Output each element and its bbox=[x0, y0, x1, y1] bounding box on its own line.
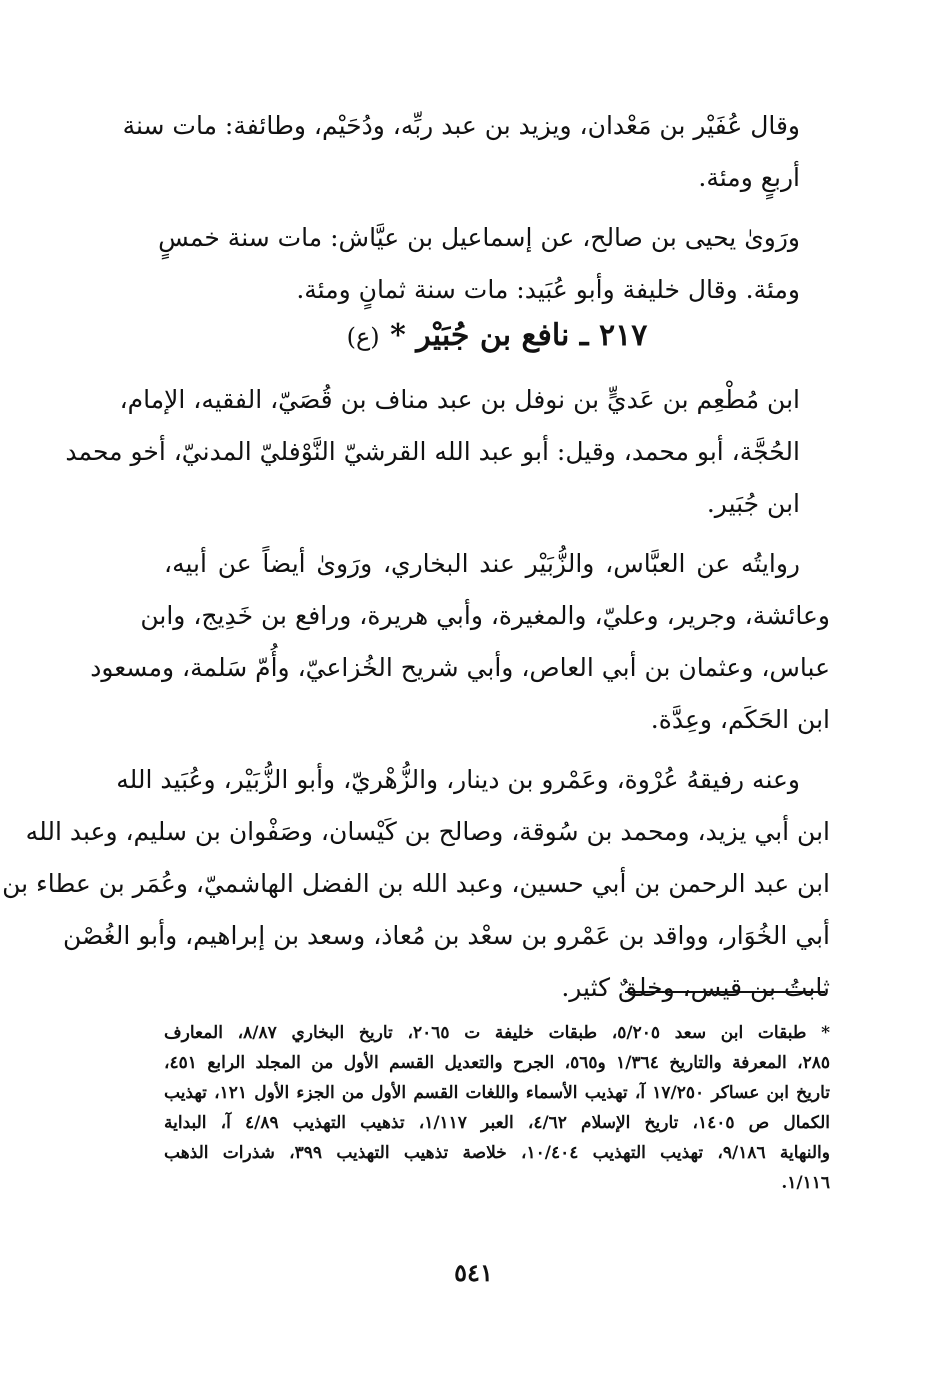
footnote-line: ١/١١٦. bbox=[781, 1173, 830, 1193]
footnote-line: والنهاية ٩/١٨٦، تهذيب التهذيب ١٠/٤٠٤، خلاصة تذهيب التهذيب ٣٩٩، شذرات الذهب bbox=[164, 1143, 830, 1163]
continuation-text bbox=[122, 100, 830, 324]
text-line: ابن الحَكَم، وعِدَّة. bbox=[650, 705, 830, 734]
text-line: ابن أبي يزيد، ومحمد بن سُوقة، وصالح بن كَيْسان، وصَفْوان بن سليم، وعبد الله bbox=[25, 817, 830, 846]
entry-body bbox=[2, 374, 830, 1022]
text-line: وعنه رفيقهُ عُرْوة، وعَمْرو بن دينار، والزُّهْريّ، وأبو الزُّبَيْر، وعُبَيد الله bbox=[116, 765, 800, 794]
entry-paragraph-3 bbox=[2, 754, 830, 1014]
text-line: ابن جُبَير. bbox=[706, 489, 800, 518]
entry-paragraph-2 bbox=[90, 538, 830, 746]
text-line: ومئة. وقال خليفة وأبو عُبَيد: مات سنة ثمانٍ ومئة. bbox=[296, 275, 800, 304]
entry-paragraph-1 bbox=[119, 374, 830, 426]
footnote-divider bbox=[625, 991, 825, 993]
entry-paragraph-1-cont bbox=[65, 426, 830, 530]
footnote-line: ٢٨٥، المعرفة والتاريخ ١/٣٦٤ و٥٦٥، الجرح والتعديل القسم الأول من المجلد الرابع ٤٥١، bbox=[164, 1053, 830, 1073]
text-line: ابن عبد الرحمن بن أبي حسين، وعبد الله بن الفضل الهاشميّ، وعُمَر بن عطاء بن bbox=[2, 869, 830, 898]
text-line: أربعٍ ومئة. bbox=[698, 163, 800, 192]
text-line: عباس، وعثمان بن أبي العاص، وأبي شريح الخُزاعيّ، وأُمّ سَلمة، ومسعود bbox=[90, 653, 830, 682]
text-line: وقال عُفَيْر بن مَعْدان، ويزيد بن عبد ربِّه، ودُحَيْم، وطائفة: مات سنة bbox=[122, 111, 800, 140]
text-line: وعائشة، وجرير، وعليّ، والمغيرة، وأبي هريرة، ورافع بن خَدِيج، وابن bbox=[140, 601, 830, 630]
text-line: ثابتُ بن قيس، وخلقٌ كثير. bbox=[561, 973, 830, 1002]
text-line: ورَوىٰ يحيى بن صالح، عن إسماعيل بن عيَّاش: مات سنة خمسٍ bbox=[158, 223, 800, 252]
continuation-paragraph-1 bbox=[122, 100, 830, 204]
entry-code: (ع) bbox=[346, 323, 380, 351]
text-line: أبي الخُوَار، وواقد بن عَمْرو بن سعْد بن مُعاذ، وسعد بن إبراهيم، وأبو الغُصْن bbox=[62, 921, 830, 950]
text-line: ابن مُطْعِم بن عَديٍّ بن نوفل بن عبد مناف بن قُصَيّ، الفقيه، الإمام، bbox=[119, 385, 800, 414]
continuation-paragraph-2 bbox=[158, 212, 830, 316]
page-number: ٥٤١ bbox=[454, 1258, 493, 1287]
footnote-line: تاريخ ابن عساكر ١٧/٢٥٠ آ، تهذيب الأسماء واللغات القسم الأول من الجزء الأول ١٢١، تهذيب bbox=[164, 1083, 830, 1103]
footnote-line: * طبقات ابن سعد ٥/٢٠٥، طبقات خليفة ت ٢٠٦٥، تاريخ البخاري ٨/٨٧، المعارف bbox=[164, 1023, 830, 1043]
entry-heading bbox=[164, 316, 830, 357]
entry-title: ٢١٧ ـ نافع بن جُبَيْر * bbox=[390, 318, 648, 353]
footnote-line: الكمال ص ١٤٠٥، تاريخ الإسلام ٤/٦٢، العبر ١/١١٧، تذهيب التهذيب ٤/٨٩ آ، البداية bbox=[164, 1113, 830, 1133]
text-line: الحُجَّة، أبو محمد، وقيل: أبو عبد الله القرشيّ النَّوْفليّ المدنيّ، أخو محمد bbox=[65, 437, 800, 466]
text-line: روايتُه عن العبَّاس، والزُّبَيْر عند البخاري، ورَوىٰ أيضاً عن أبيه، bbox=[164, 549, 800, 578]
footnote bbox=[164, 1018, 830, 1198]
